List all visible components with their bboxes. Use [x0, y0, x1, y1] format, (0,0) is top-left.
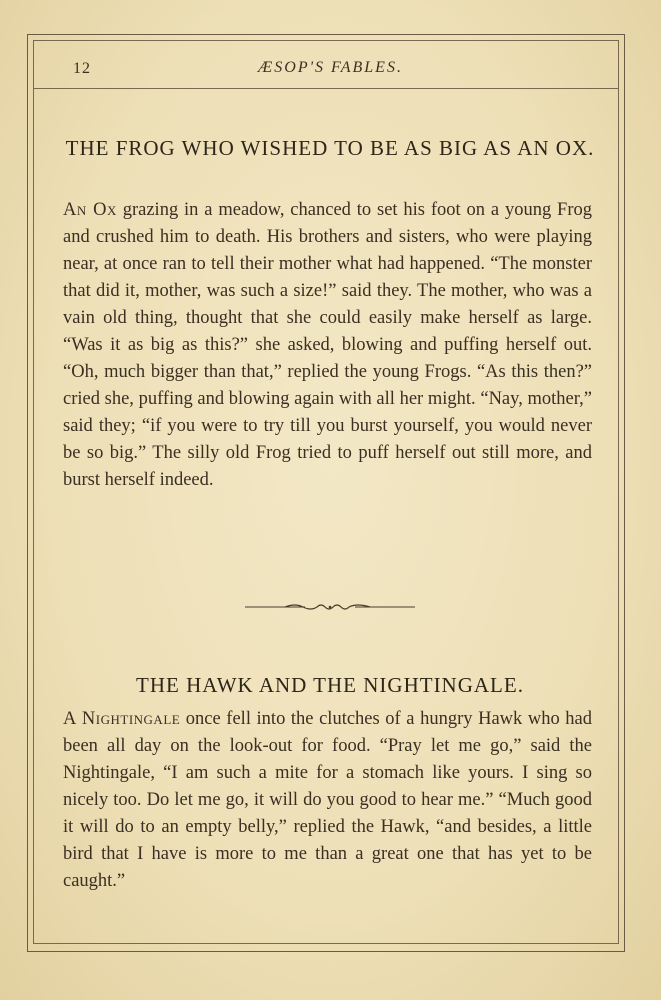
fable-lead-word-hawk: A Nightingale [63, 709, 181, 729]
fable-text-frog: grazing in a meadow, chanced to set his foot on a young Frog and crushed him to death. His brothers and sisters, who were playing near, at once ran to tell their mother what had happened. “The monster that did it, mother, was such a size!” said they. The mother, who was a vain old thing, thought that she could easily make herself as large. “Was it as big as this?” she asked, blowing and puffing herself out. “Oh, much bigger than that,” replied the young Frogs. “As this then?” cried she, puffing and blowing again with all her might. “Nay, mother,” said they; “if you were to try till you burst yourself, you would never be so big.” The silly old Frog tried to puff herself out still more, and burst herself indeed. [63, 200, 592, 490]
fable-lead-word-frog: An Ox [63, 200, 117, 220]
fable-title-hawk: THE HAWK AND THE NIGHTINGALE. [136, 673, 524, 697]
fable-body-frog [63, 197, 592, 494]
fable-title-frog: THE FROG WHO WISHED TO BE AS BIG AS AN OX. [65, 136, 595, 160]
scroll-ornament-icon [245, 600, 415, 614]
fable-text-hawk: once fell into the clutches of a hungry Hawk who had been all day on the look-out for food. “Pray let me go,” said the Nightingale, “I am such a mite for a stomach like yours. I sing so nicely too. Do let me go, it will do you good to hear me.” “Much good it will do to an empty belly,” replied the Hawk, “and besides, a little bird that I have is more to me than a great one that has yet to be caught.” [63, 709, 593, 891]
running-title: ÆSOP'S FABLES. [258, 59, 403, 76]
header-rule [33, 88, 619, 89]
page-number: 12 [73, 60, 91, 77]
fable-body-hawk [63, 706, 592, 895]
